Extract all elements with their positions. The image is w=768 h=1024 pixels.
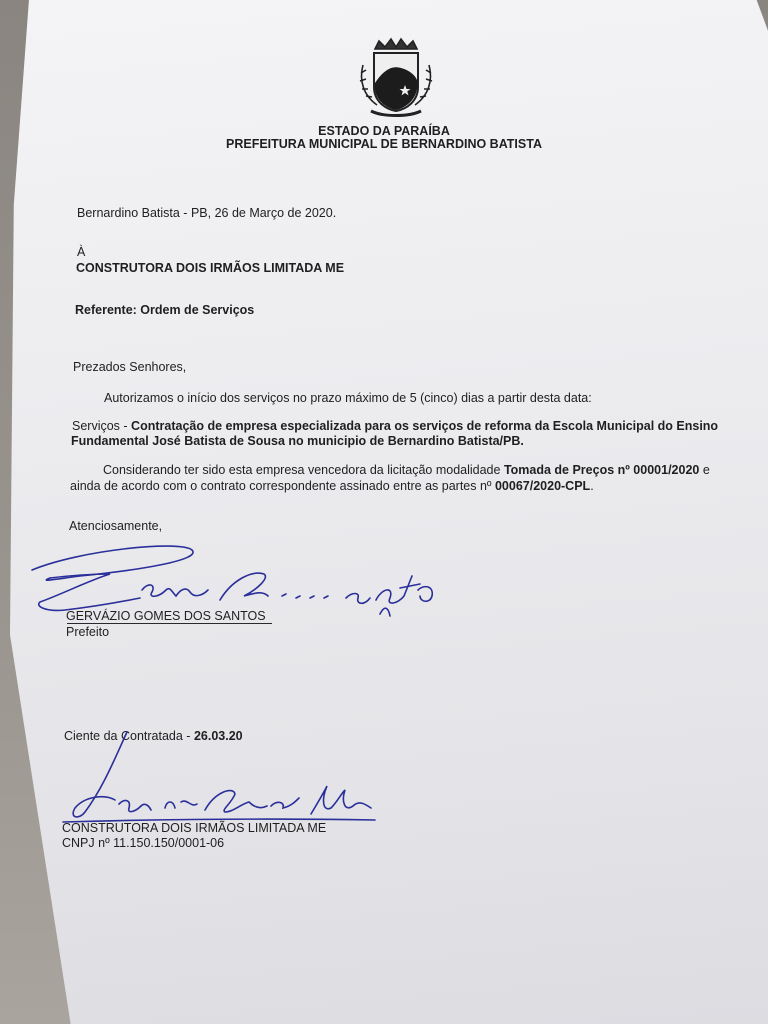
mayor-title: Prefeito <box>66 625 110 639</box>
recipient: CONSTRUTORA DOIS IRMÃOS LIMITADA ME <box>76 261 345 275</box>
considering-text: Considerando ter sido esta empresa vencedora da licitação modalidade <box>103 463 504 477</box>
mayor-name: GERVÁZIO GOMES DOS SANTOS <box>66 609 266 623</box>
state-heading: ESTADO DA PARAÍBA <box>318 124 450 138</box>
mayor-signature-line <box>67 623 272 624</box>
considering-line-2 <box>70 479 594 493</box>
services-description: Contratação de empresa especializada para os serviços de reforma da Escola Municipal do Ensino <box>131 419 719 433</box>
services-label: Serviços - <box>72 419 132 433</box>
acknowledgment-date: 26.03.20 <box>193 729 243 743</box>
acknowledgment-label: Ciente da Contratada - <box>64 729 194 743</box>
tomada-reference: Tomada de Preços nº 00001/2020 <box>503 463 700 477</box>
contractor-signature <box>55 728 385 828</box>
services-line-1 <box>72 419 718 433</box>
considering-line-1 <box>103 463 710 477</box>
authorization-paragraph: Autorizamos o início dos serviços no prazo máximo de 5 (cinco) dias a partir desta data: <box>104 391 592 405</box>
contract-text: ainda de acordo com o contrato correspondente assinado entre as partes nº <box>70 479 495 493</box>
closing: Atenciosamente, <box>69 519 163 533</box>
greeting: Prezados Senhores, <box>73 360 187 374</box>
services-line-2: Fundamental José Batista de Sousa no municipio de Bernardino Batista/PB. <box>71 434 524 448</box>
contract-number: 00067/2020-CPL <box>494 479 591 493</box>
contract-end: . <box>590 479 594 493</box>
contractor-cnpj: CNPJ nº 11.150.150/0001-06 <box>62 836 225 850</box>
reference: Referente: Ordem de Serviços <box>75 303 255 317</box>
considering-end: e <box>699 463 710 477</box>
city-hall-heading: PREFEITURA MUNICIPAL DE BERNARDINO BATISTA <box>226 137 542 151</box>
coat-of-arms-icon <box>355 35 437 121</box>
paper-sheet <box>10 0 768 1024</box>
place-date: Bernardino Batista - PB, 26 de Março de 2020. <box>77 206 337 220</box>
contractor-company: CONSTRUTORA DOIS IRMÃOS LIMITADA ME <box>62 821 327 835</box>
to-prefix: À <box>77 245 86 259</box>
